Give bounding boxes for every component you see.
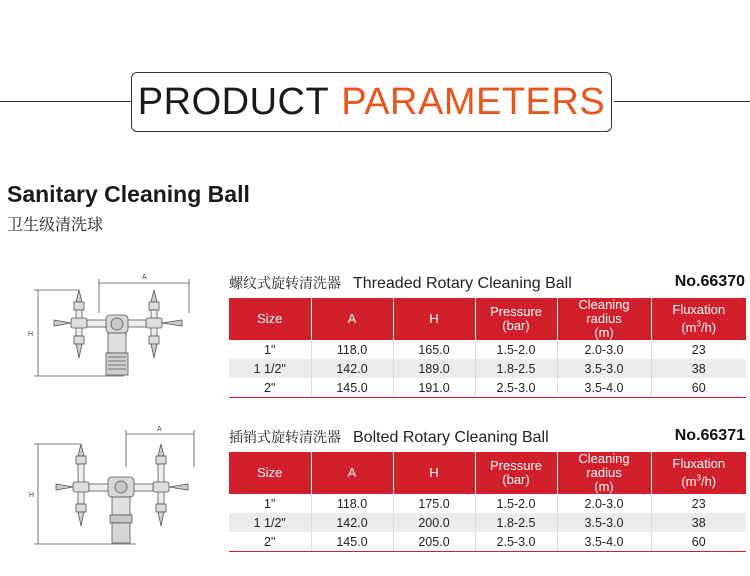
- table-row: 1 1/2" 142.0 189.0 1.8-2.5 3.5-3.0 38: [229, 359, 746, 378]
- col-pressure: [475, 298, 557, 340]
- spec-table-threaded: [229, 298, 746, 398]
- col-flux: [651, 452, 746, 494]
- col-flux-unit: $(m^3/h)$: [681, 319, 717, 335]
- bolted-ball-drawing: [26, 422, 206, 562]
- col-a: A: [311, 298, 393, 340]
- col-radius-unit: (m): [594, 479, 614, 494]
- table-header-row: [229, 298, 746, 340]
- dim-a-label: A: [157, 426, 162, 433]
- section2-title: [229, 427, 549, 447]
- col-radius-unit: (m): [594, 325, 614, 340]
- table-row: 1" 118.0 175.0 1.5-2.0 2.0-3.0 23: [229, 494, 746, 513]
- col-flux: [651, 298, 746, 340]
- dim-h-label: H: [28, 331, 34, 338]
- col-pressure-label: Pressure: [489, 304, 543, 319]
- col-radius: [557, 298, 651, 340]
- section2-number: No.66371: [674, 427, 745, 444]
- section2-title-en: Bolted Rotary Cleaning Ball: [353, 429, 549, 446]
- col-flux-unit: $(m^3/h)$: [681, 473, 717, 489]
- table-row: 1" 118.0 165.0 1.5-2.0 2.0-3.0 23: [229, 340, 746, 359]
- section1-number: No.66370: [674, 273, 745, 290]
- header-word-product: PRODUCT: [137, 80, 330, 123]
- header-banner: [131, 72, 612, 132]
- table-row: 1 1/2" 142.0 200.0 1.8-2.5 3.5-3.0 38: [229, 513, 746, 532]
- product-title: Sanitary Cleaning Ball: [7, 181, 250, 207]
- table-row: 2" 145.0 205.0 2.5-3.0 3.5-4.0 60: [229, 532, 746, 552]
- header-word-parameters: PARAMETERS: [341, 80, 606, 123]
- col-radius: [557, 452, 651, 494]
- threaded-ball-drawing: [24, 268, 204, 398]
- col-size: Size: [229, 298, 311, 340]
- col-flux-label: Fluxation: [672, 302, 726, 318]
- table-row: 2" 145.0 191.0 2.5-3.0 3.5-4.0 60: [229, 378, 746, 398]
- col-h: H: [393, 452, 475, 494]
- section2-title-cn: 插销式旋转清洗器: [229, 430, 341, 446]
- spec-table-bolted: [229, 452, 746, 552]
- section1-title-en: Threaded Rotary Cleaning Ball: [353, 275, 572, 292]
- table-header-row: [229, 452, 746, 494]
- col-radius-label: Cleaning radius: [578, 297, 630, 326]
- section1-title-cn: 螺纹式旋转清洗器: [229, 276, 341, 292]
- col-pressure-unit: (bar): [502, 318, 530, 333]
- header-rule-left: [0, 101, 132, 102]
- header-rule-right: [614, 101, 750, 102]
- col-flux-label: Fluxation: [672, 456, 726, 472]
- dim-a-label: A: [142, 274, 147, 281]
- col-size: Size: [229, 452, 311, 494]
- col-pressure-unit: (bar): [502, 472, 530, 487]
- col-pressure: [475, 452, 557, 494]
- col-a: A: [311, 452, 393, 494]
- col-pressure-label: Pressure: [489, 458, 543, 473]
- col-radius-label: Cleaning radius: [578, 451, 630, 480]
- section1-title: [229, 273, 572, 293]
- col-h: H: [393, 298, 475, 340]
- dim-h-label: H: [29, 492, 35, 499]
- product-subtitle-cn: 卫生级清洗球: [7, 215, 104, 234]
